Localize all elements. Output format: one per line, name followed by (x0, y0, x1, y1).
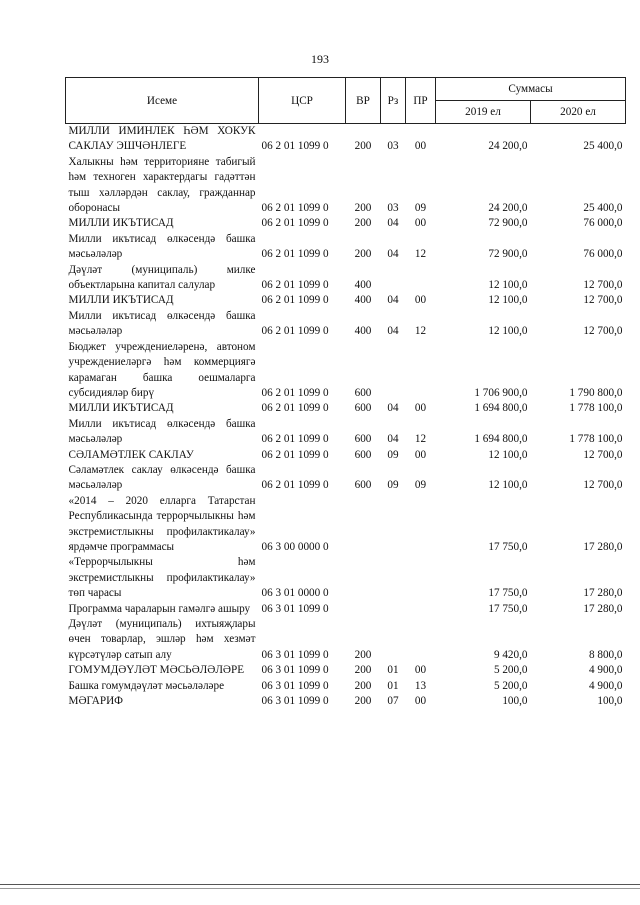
row-rz (381, 263, 406, 294)
row-sum-2019: 12 100,0 (488, 479, 528, 492)
header-sums: Суммасы (436, 78, 626, 101)
row-sum-2020: 17 280,0 (583, 540, 623, 553)
header-name: Исеме (66, 78, 259, 124)
row-pr: 00 (414, 448, 427, 461)
row-vr: 400 (354, 325, 372, 338)
row-sum-2019: 100,0 (502, 695, 528, 708)
row-pr: 12 (414, 248, 427, 261)
row-vr: 600 (354, 402, 372, 415)
row-rz (381, 617, 406, 663)
row-name: Милли икътисад өлкәсендә башка мәсьәләләр (68, 417, 256, 446)
row-vr: 400 (354, 294, 372, 307)
row-vr: 200 (354, 248, 372, 261)
row-sum-2020: 12 700,0 (583, 448, 623, 461)
row-name: Дәүләт (муниципаль) милке объектларына капитал салулар (68, 263, 256, 292)
row-csr: 06 3 01 1099 0 (261, 679, 329, 692)
row-pr: 13 (414, 679, 427, 692)
row-rz (381, 494, 406, 556)
row-csr: 06 3 01 0000 0 (261, 587, 329, 600)
row-csr: 06 2 01 1099 0 (261, 248, 329, 261)
row-vr: 200 (354, 140, 372, 153)
table-row (66, 463, 626, 494)
row-rz: 04 (387, 402, 399, 415)
row-pr (406, 617, 436, 663)
row-pr: 00 (414, 664, 427, 677)
row-sum-2020: 17 280,0 (583, 602, 623, 615)
row-name: МӘГАРИФ (68, 695, 123, 708)
row-name: «2014 – 2020 елларга Татарстан Республикасында террорчылыкны һәм экстремистлыкны профилактикалау» ярдәмче программасы (68, 494, 256, 553)
row-rz: 09 (387, 479, 399, 492)
row-csr: 06 2 01 1099 0 (261, 479, 329, 492)
row-sum-2020: 76 000,0 (583, 217, 623, 230)
row-name: Бюджет учреждениеләренә, автоном учреждениеләргә һәм коммерциягә карамаган башка оешмаларга субсидияләр бирү (68, 340, 256, 399)
row-rz (381, 602, 406, 617)
row-sum-2020: 100,0 (597, 695, 623, 708)
row-sum-2020: 25 400,0 (583, 202, 623, 215)
row-name: МИЛЛИ ИКЪТИСАД (68, 217, 174, 230)
row-rz: 04 (387, 433, 399, 446)
row-pr: 00 (414, 217, 427, 230)
row-name: Милли икътисад өлкәсендә башка мәсьәләләр (68, 309, 256, 338)
row-sum-2020: 12 700,0 (583, 279, 623, 292)
row-sum-2019: 12 100,0 (488, 294, 528, 307)
row-sum-2020: 17 280,0 (583, 587, 623, 600)
row-csr: 06 3 00 0000 0 (261, 540, 329, 553)
row-name: СӘЛАМӘТЛЕК САКЛАУ (68, 448, 194, 461)
row-vr: 600 (354, 479, 372, 492)
row-rz: 04 (387, 294, 399, 307)
table-row (66, 417, 626, 448)
row-rz: 03 (387, 140, 399, 153)
row-name: Халыкны һәм территорияне табигый һәм техноген характердагы гадәттән тыш хәлләрдән саклау, гражданнар оборонасы (68, 155, 256, 215)
table-row (66, 401, 626, 416)
page-number: 193 (311, 52, 329, 66)
row-vr: 200 (354, 679, 372, 692)
row-sum-2020: 4 900,0 (588, 664, 623, 677)
table-row (66, 448, 626, 463)
row-vr: 600 (354, 386, 372, 399)
header-vr: ВР (346, 78, 381, 124)
row-vr: 600 (354, 433, 372, 446)
row-sum-2020: 4 900,0 (588, 679, 623, 692)
row-sum-2019: 1 694 800,0 (474, 433, 528, 446)
row-csr: 06 2 01 1099 0 (261, 325, 329, 338)
row-sum-2019: 72 900,0 (488, 217, 528, 230)
row-sum-2020: 1 778 100,0 (569, 402, 623, 415)
table-row (66, 309, 626, 340)
row-vr: 200 (354, 217, 372, 230)
row-csr: 06 2 01 1099 0 (261, 386, 329, 399)
row-sum-2020: 12 700,0 (583, 325, 623, 338)
table-row (66, 155, 626, 217)
table-row (66, 555, 626, 601)
row-csr: 06 2 01 1099 0 (261, 448, 329, 461)
row-csr: 06 2 01 1099 0 (261, 279, 329, 292)
row-sum-2020: 12 700,0 (583, 294, 623, 307)
table-row (66, 263, 626, 294)
row-pr (406, 555, 436, 601)
table-row (66, 602, 626, 617)
table-row (66, 293, 626, 308)
row-sum-2019: 12 100,0 (488, 448, 528, 461)
row-sum-2019: 12 100,0 (488, 279, 528, 292)
row-rz (381, 555, 406, 601)
row-vr: 200 (354, 202, 372, 215)
row-csr: 06 2 01 1099 0 (261, 140, 329, 153)
row-rz: 01 (387, 679, 399, 692)
row-csr: 06 2 01 1099 0 (261, 294, 329, 307)
row-sum-2020: 1 790 800,0 (569, 386, 623, 399)
row-rz: 01 (387, 664, 399, 677)
header-year-2019: 2019 ел (436, 101, 531, 124)
row-vr: 200 (354, 664, 372, 677)
row-csr: 06 2 01 1099 0 (261, 402, 329, 415)
row-pr (406, 340, 436, 402)
row-csr: 06 2 01 1099 0 (261, 433, 329, 446)
table-row (66, 694, 626, 709)
row-sum-2020: 1 778 100,0 (569, 433, 623, 446)
row-pr (406, 494, 436, 556)
row-rz (381, 340, 406, 402)
header-csr: ЦСР (259, 78, 346, 124)
row-sum-2019: 5 200,0 (493, 664, 528, 677)
row-csr: 06 2 01 1099 0 (261, 217, 329, 230)
row-vr: 200 (354, 648, 372, 661)
header-year-2020: 2020 ел (531, 101, 626, 124)
row-csr: 06 2 01 1099 0 (261, 202, 329, 215)
row-pr: 00 (414, 140, 427, 153)
row-rz: 07 (387, 695, 399, 708)
row-pr: 00 (414, 294, 427, 307)
row-vr: 400 (354, 279, 372, 292)
table-row (66, 679, 626, 694)
row-vr (346, 494, 381, 556)
table-row (66, 617, 626, 663)
row-csr: 06 3 01 1099 0 (261, 648, 329, 661)
row-sum-2019: 9 420,0 (493, 648, 528, 661)
row-rz: 03 (387, 202, 399, 215)
row-name: МИЛЛИ ИМИНЛЕК ҺӘМ ХОКУК САКЛАУ ЭШЧӘНЛЕГЕ (68, 125, 256, 153)
row-name: «Террорчылыкны һәм экстремистлыкны профилактикалау» төп чарасы (68, 556, 256, 600)
row-sum-2019: 24 200,0 (488, 202, 528, 215)
table-row (66, 663, 626, 678)
table-body (66, 124, 626, 710)
row-sum-2019: 12 100,0 (488, 325, 528, 338)
row-sum-2020: 25 400,0 (583, 140, 623, 153)
row-csr: 06 3 01 1099 0 (261, 695, 329, 708)
row-sum-2020: 76 000,0 (583, 248, 623, 261)
row-csr: 06 3 01 1099 0 (261, 602, 329, 615)
row-sum-2019: 17 750,0 (488, 587, 528, 600)
row-sum-2019: 5 200,0 (493, 679, 528, 692)
table-row (66, 124, 626, 155)
row-name: Сәламәтлек саклау өлкәсендә башка мәсьәләләр (68, 463, 256, 492)
row-sum-2019: 17 750,0 (488, 540, 528, 553)
row-vr (346, 555, 381, 601)
row-name: Милли икътисад өлкәсендә башка мәсьәләләр (68, 232, 256, 261)
row-pr: 09 (414, 479, 427, 492)
table-row (66, 216, 626, 231)
row-name: Башка гомумдәүләт мәсьәләләре (68, 679, 225, 692)
row-name: ГОМУМДӘҮЛӘТ МӘСЬӘЛӘЛӘРЕ (68, 664, 245, 677)
row-rz: 04 (387, 248, 399, 261)
row-vr: 200 (354, 695, 372, 708)
table-header (66, 78, 626, 124)
header-pr: ПР (406, 78, 436, 124)
budget-table (65, 77, 626, 709)
row-sum-2019: 1 694 800,0 (474, 402, 528, 415)
row-rz: 04 (387, 325, 399, 338)
row-pr: 00 (414, 695, 427, 708)
row-name: МИЛЛИ ИКЪТИСАД (68, 294, 174, 307)
table-row (66, 494, 626, 556)
row-sum-2020: 8 800,0 (588, 648, 623, 661)
row-pr (406, 263, 436, 294)
row-sum-2019: 17 750,0 (488, 602, 528, 615)
bottom-divider (0, 884, 640, 885)
row-sum-2019: 24 200,0 (488, 140, 528, 153)
row-vr (346, 602, 381, 617)
row-rz: 09 (387, 448, 399, 461)
row-rz: 04 (387, 217, 399, 230)
row-sum-2019: 72 900,0 (488, 248, 528, 261)
row-csr: 06 3 01 1099 0 (261, 664, 329, 677)
bottom-divider-secondary (0, 888, 640, 889)
row-name: Программа чараларын гамәлгә ашыру (68, 602, 251, 615)
row-name: Дәүләт (муниципаль) ихтыяҗлары өчен товарлар, эшләр һәм хезмәт күрсәтүләр сатып алу (68, 618, 256, 661)
row-pr: 12 (414, 325, 427, 338)
row-sum-2019: 1 706 900,0 (474, 386, 528, 399)
row-vr: 600 (354, 448, 372, 461)
row-pr: 00 (414, 402, 427, 415)
row-pr: 09 (414, 202, 427, 215)
row-pr (406, 602, 436, 617)
table-row (66, 232, 626, 263)
row-name: МИЛЛИ ИКЪТИСАД (68, 402, 174, 415)
row-pr: 12 (414, 433, 427, 446)
row-sum-2020: 12 700,0 (583, 479, 623, 492)
header-rz: Рз (381, 78, 406, 124)
table-row (66, 340, 626, 402)
